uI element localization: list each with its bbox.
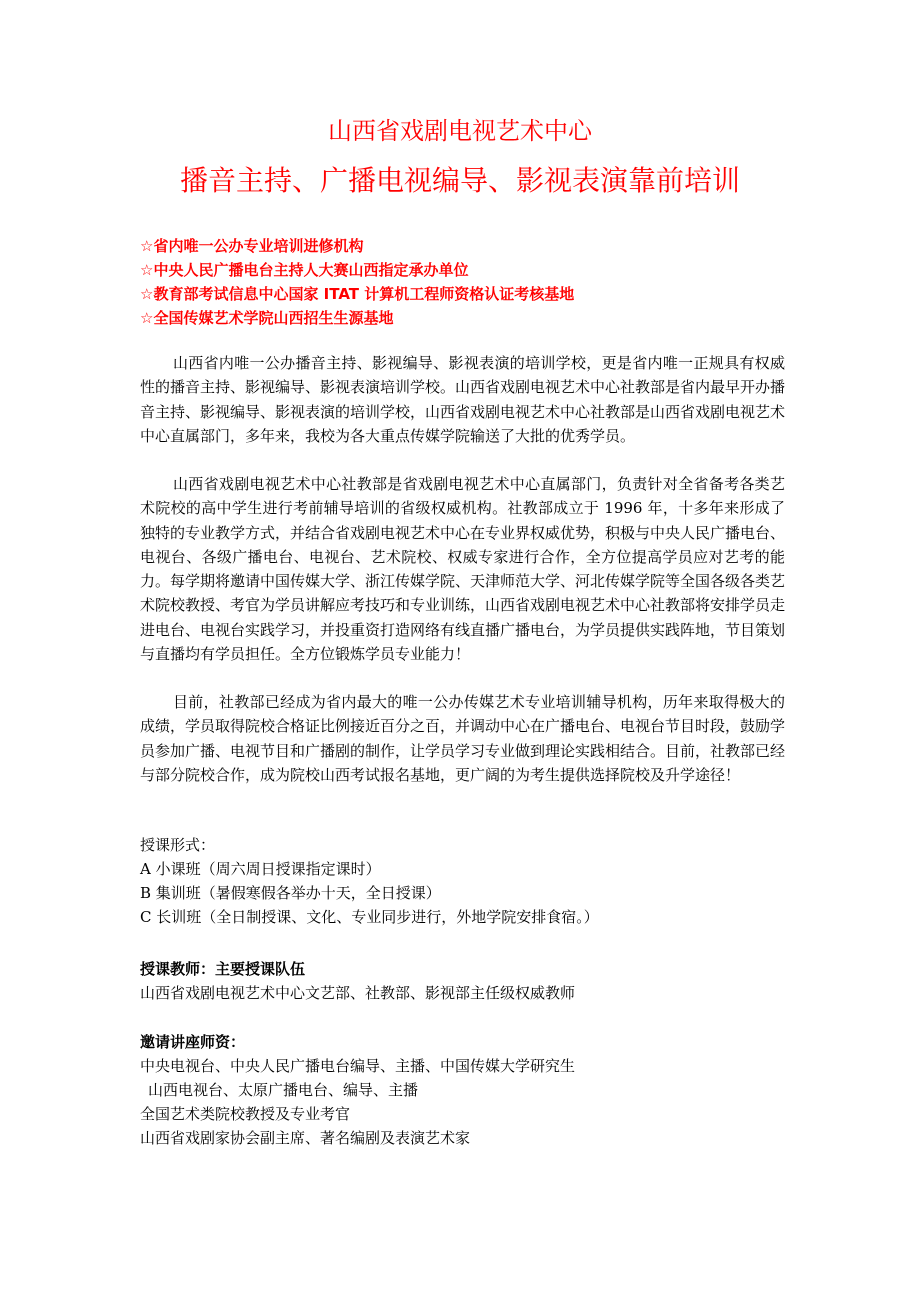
highlight-item: ☆教育部考试信息中心国家 ITAT 计算机工程师资格认证考核基地 (140, 285, 575, 303)
course-item: C 长训班（全日制授课、文化、专业同步进行，外地学院安排食宿。） (140, 908, 599, 926)
course-item: A 小课班（周六周日授课指定课时） (140, 860, 381, 878)
course-format-section (140, 833, 800, 929)
achievements-paragraph: 目前，社教部已经成为省内最大的唯一公办传媒艺术专业培训辅导机构，历年来取得极大的成绩，学员取得院校合格证比例接近百分之百，并调动中心在广播电台、电视台节目时段，鼓励学员参加广播、电视节目和广播剧的制作，让学员学习专业做到理论实践相结合。目前，社教部已经与部分院校合作，成为院校山西考试报名基地，更广阔的为考生提供选择院校及升学途径！ (140, 693, 786, 784)
highlight-item: ☆省内唯一公办专业培训进修机构 (140, 237, 364, 255)
lecturer-item: 全国艺术类院校教授及专业考官 (140, 1105, 351, 1123)
teachers-heading: 授课教师：主要授课队伍 (140, 960, 306, 978)
lecturers-section (140, 1030, 800, 1150)
course-item: B 集训班（暑假寒假各举办十天，全日授课） (140, 884, 441, 902)
lecturers-heading: 邀请讲座师资： (140, 1033, 246, 1051)
lecturer-item: 中央电视台、中央人民广播电台编导、主播、中国传媒大学研究生 (140, 1057, 576, 1075)
document-title: 山西省戏剧电视艺术中心 (328, 117, 592, 145)
teachers-section (140, 957, 800, 1005)
highlight-item: ☆全国传媒艺术学院山西招生生源基地 (140, 309, 394, 327)
document-subtitle: 播音主持、广播电视编导、影视表演靠前培训 (179, 164, 740, 197)
highlights-list (140, 234, 800, 330)
lecturer-item: 山西电视台、太原广播电台、编导、主播 (148, 1081, 419, 1099)
lecturer-item: 山西省戏剧家协会副主席、著名编剧及表演艺术家 (140, 1129, 471, 1147)
intro-paragraph: 山西省内唯一公办播音主持、影视编导、影视表演的培训学校，更是省内唯一正规具有权威性的播音主持、影视编导、影视表演培训学校。山西省戏剧电视艺术中心社教部是省内最早开办播音主持、影视编导、影视表演的培训学校，山西省戏剧电视艺术中心社教部是山西省戏剧电视艺术中心直属部门，多年来，我校为各大重点传媒学院输送了大批的优秀学员。 (140, 354, 786, 445)
department-paragraph: 山西省戏剧电视艺术中心社教部是省戏剧电视艺术中心直属部门，负责针对全省备考各类艺术院校的高中学生进行考前辅导培训的省级权威机构。社教部成立于 1996 年，十多年来形成了独特的专业教学方式，并结合省戏剧电视艺术中心在专业界权威优势，积极与中央人民广播电台、电视台、各级广播电台、电视台、艺术院校、权威专家进行合作，全方位提高学员应对艺考的能力。每学期将邀请中国传媒大学、浙江传媒学院、天津师范大学、河北传媒学院等全国各级各类艺术院校教授、考官为学员讲解应考技巧和专业训练，山西省戏剧电视艺术中心社教部将安排学员走进电台、电视台实践学习，并投重资打造网络有线直播广播电台，为学员提供实践阵地，节目策划与直播均有学员担任。全方位锻炼学员专业能力！ (140, 475, 786, 664)
highlight-item: ☆中央人民广播电台主持人大赛山西指定承办单位 (140, 261, 469, 279)
teachers-text: 山西省戏剧电视艺术中心文艺部、社教部、影视部主任级权威教师 (140, 984, 576, 1002)
course-format-heading: 授课形式： (140, 836, 216, 854)
